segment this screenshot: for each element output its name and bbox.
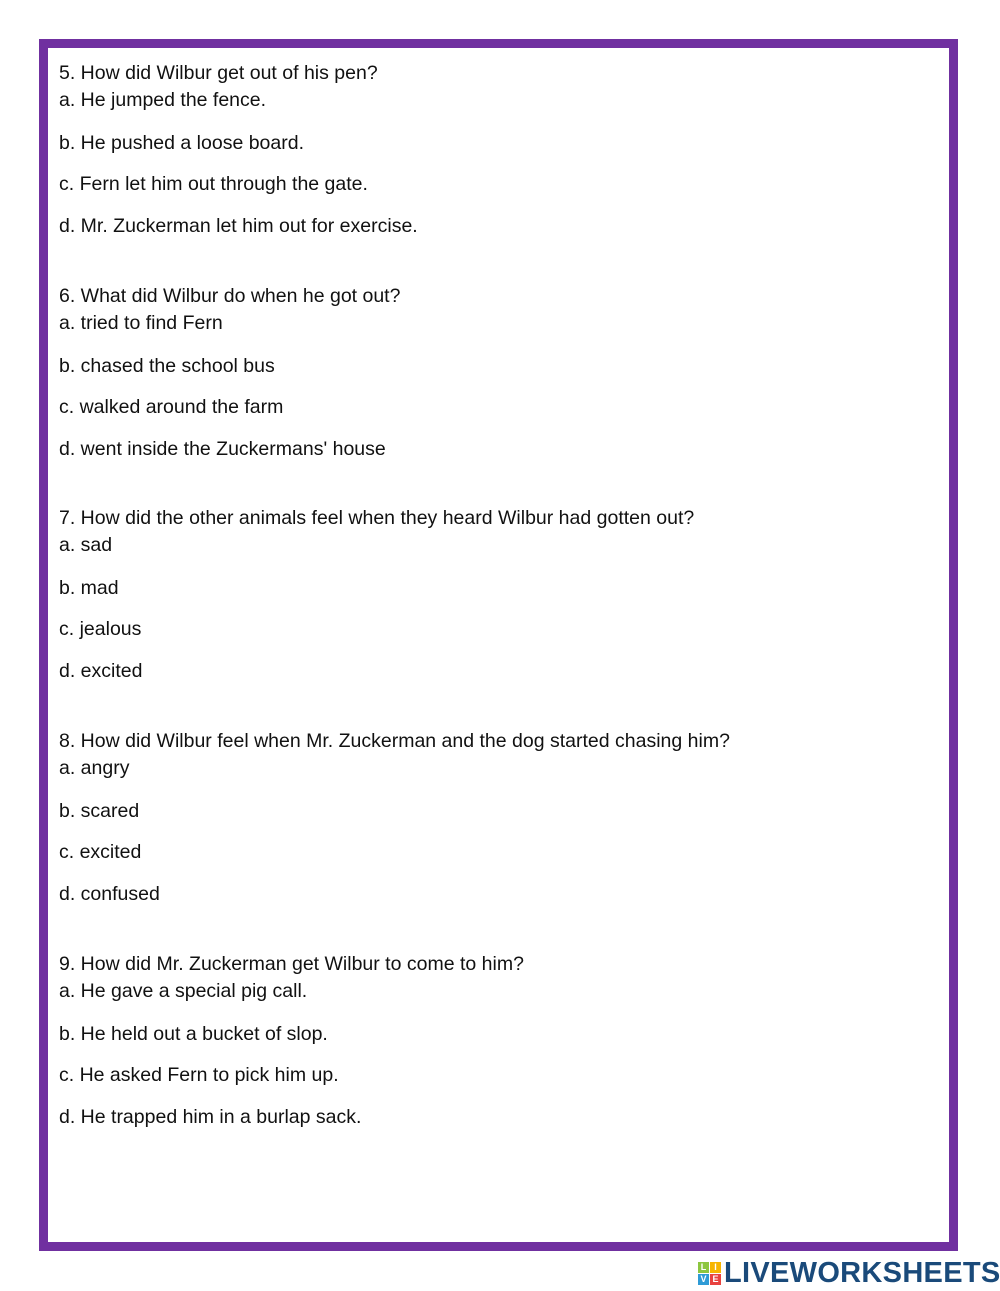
liveworksheets-logo (698, 1257, 1000, 1290)
question-text: 6. What did Wilbur do when he got out? (59, 284, 401, 307)
question-text: 7. How did the other animals feel when they heard Wilbur had gotten out? (59, 507, 695, 529)
question-block (59, 730, 939, 941)
answer-option[interactable]: d. excited (59, 660, 143, 682)
answer-option[interactable]: c. excited (59, 841, 142, 863)
question-text: 9. How did Mr. Zuckerman get Wilbur to come to him? (59, 953, 524, 975)
logo-tile: I (710, 1262, 721, 1273)
answer-option[interactable]: a. sad (59, 534, 113, 556)
question-text: 5. How did Wilbur get out of his pen? (59, 62, 378, 84)
answer-option[interactable]: c. jealous (59, 618, 142, 640)
logo-tile: L (698, 1262, 709, 1273)
answer-option[interactable]: d. He trapped him in a burlap sack. (59, 1106, 362, 1128)
question-block (59, 284, 939, 496)
answer-option[interactable]: a. angry (59, 757, 130, 779)
logo-tile: E (710, 1274, 721, 1285)
answer-option[interactable]: a. tried to find Fern (59, 311, 223, 334)
question-block (59, 507, 939, 718)
answer-option[interactable]: b. He held out a bucket of slop. (59, 1023, 328, 1045)
answer-option[interactable]: b. He pushed a loose board. (59, 132, 305, 154)
answer-option[interactable]: c. walked around the farm (59, 395, 284, 418)
answer-option[interactable]: b. mad (59, 577, 119, 599)
answer-option[interactable]: b. scared (59, 800, 140, 822)
question-text: 8. How did Wilbur feel when Mr. Zuckerman and the dog started chasing him? (59, 730, 730, 752)
answer-option[interactable]: c. He asked Fern to pick him up. (59, 1064, 339, 1086)
answer-option[interactable]: a. He jumped the fence. (59, 89, 267, 111)
answer-option[interactable]: b. chased the school bus (59, 354, 275, 377)
question-block (59, 62, 939, 273)
answer-option[interactable]: d. went inside the Zuckermans' house (59, 437, 386, 460)
answer-option[interactable]: c. Fern let him out through the gate. (59, 173, 368, 195)
logo-text: LIVEWORKSHEETS (724, 1257, 1000, 1289)
answer-option[interactable]: d. Mr. Zuckerman let him out for exercise. (59, 215, 418, 237)
question-block (59, 953, 939, 1164)
answer-option[interactable]: a. He gave a special pig call. (59, 980, 308, 1002)
logo-tile: V (698, 1274, 709, 1285)
answer-option[interactable]: d. confused (59, 883, 160, 905)
logo-tiles-icon (698, 1262, 721, 1285)
